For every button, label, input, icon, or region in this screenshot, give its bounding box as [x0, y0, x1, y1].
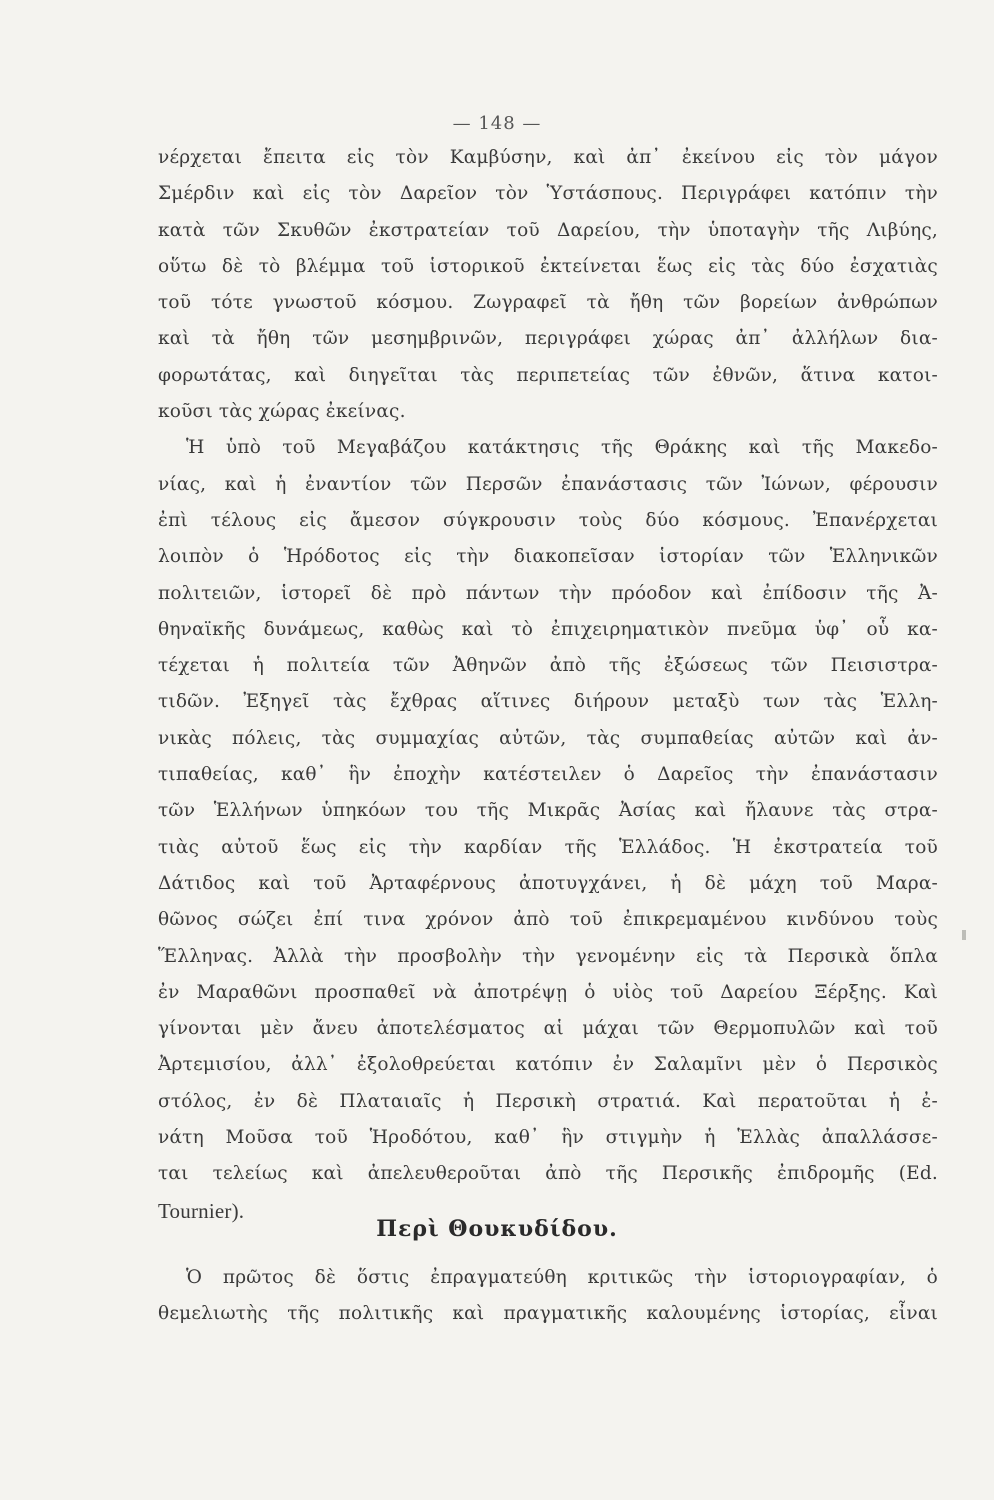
main-text — [158, 140, 938, 1229]
text-line: καὶ τὰ ἤθη τῶν μεσημβρινῶν, περιγράφει χώρας ἀπ᾽ ἀλλήλων δια- — [158, 328, 938, 350]
text-line: νέρχεται ἔπειτα εἰς τὸν Καμβύσην, καὶ ἀπ᾽ ἐκείνου εἰς τὸν μάγον — [158, 147, 938, 168]
section-text — [158, 1260, 938, 1333]
margin-mark — [962, 930, 966, 940]
text-line: τῶν Ἑλλήνων ὑπηκόων του τῆς Μικρᾶς Ἀσίας καὶ ἤλαυνε τὰς στρα- — [158, 800, 938, 822]
text-line: φορωτάτας, καὶ διηγεῖται τὰς περιπετείας τῶν ἐθνῶν, ἅτινα κατοι- — [158, 364, 938, 386]
text-line: τιὰς αὐτοῦ ἕως εἰς τὴν καρδίαν τῆς Ἑλλάδος. Ἡ ἐκστρατεία τοῦ — [158, 836, 938, 858]
text-line: θεμελιωτὴς τῆς πολιτικῆς καὶ πραγματικῆς καλουμένης ἱστορίας, εἶναι — [158, 1303, 938, 1325]
text-line: νίας, καὶ ἡ ἐναντίον τῶν Περσῶν ἐπανάστασις τῶν Ἰώνων, φέρουσιν — [158, 473, 938, 495]
text-line: νάτη Μοῦσα τοῦ Ἡροδότου, καθ᾽ ἣν στιγμὴν ἡ Ἑλλὰς ἀπαλλάσσε- — [158, 1127, 938, 1149]
text-line: Ἕλληνας. Ἀλλὰ τὴν προσβολὴν τὴν γενομένην εἰς τὰ Περσικὰ ὅπλα — [158, 945, 938, 967]
paragraph-start-line: Ἡ ὑπὸ τοῦ Μεγαβάζου κατάκτησις τῆς Θράκης καὶ τῆς Μακεδο- — [186, 437, 938, 459]
text-line: κοῦσι τὰς χώρας ἐκείνας. — [158, 401, 406, 423]
text-line: τιπαθείας, καθ᾽ ἣν ἐποχὴν κατέστειλεν ὁ Δαρεῖος τὴν ἐπανάστασιν — [158, 764, 938, 786]
text-line: νικὰς πόλεις, τὰς συμμαχίας αὐτῶν, τὰς συμπαθείας αὐτῶν καὶ ἀν- — [158, 727, 938, 749]
text-line: θῶνος σώζει ἐπί τινα χρόνον ἀπὸ τοῦ ἐπικρεμαμένου κινδύνου τοὺς — [158, 909, 938, 931]
text-line: τέχεται ἡ πολιτεία τῶν Ἀθηνῶν ἀπὸ τῆς ἐξώσεως τῶν Πεισιστρα- — [158, 655, 938, 677]
text-line: στόλος, ἐν δὲ Πλαταιαῖς ἡ Περσικὴ στρατιά. Καὶ περατοῦται ἡ ἐ- — [158, 1090, 938, 1112]
page-number: — 148 — — [452, 113, 542, 134]
text-line: Ἀρτεμισίου, ἀλλ᾽ ἐξολοθρεύεται κατόπιν ἐν Σαλαμῖνι μὲν ὁ Περσικὸς — [158, 1054, 938, 1076]
text-line: οὕτω δὲ τὸ βλέμμα τοῦ ἱστορικοῦ ἐκτείνεται ἕως εἰς τὰς δύο ἐσχατιὰς — [158, 255, 938, 277]
section-heading: Περὶ Θουκυδίδου. — [376, 1216, 618, 1242]
text-line: ται τελείως καὶ ἀπελευθεροῦται ἀπὸ τῆς Περσικῆς ἐπιδρομῆς (Ed. — [158, 1163, 938, 1185]
text-line: τιδῶν. Ἐξηγεῖ τὰς ἔχθρας αἵτινες διήρουν μεταξὺ των τὰς Ἑλλη- — [158, 691, 938, 713]
text-line: τοῦ τότε γνωστοῦ κόσμου. Ζωγραφεῖ τὰ ἤθη τῶν βορείων ἀνθρώπων — [158, 292, 938, 314]
text-line: πολιτειῶν, ἱστορεῖ δὲ πρὸ πάντων τὴν πρόοδον καὶ ἐπίδοσιν τῆς Ἀ- — [158, 582, 938, 604]
text-line: λοιπὸν ὁ Ἡρόδοτος εἰς τὴν διακοπεῖσαν ἱστορίαν τῶν Ἑλληνικῶν — [158, 546, 938, 568]
text-line: Σμέρδιν καὶ εἰς τὸν Δαρεῖον τὸν Ὑστάσπους. Περιγράφει κατόπιν τὴν — [158, 183, 938, 205]
text-line: Δάτιδος καὶ τοῦ Ἀρταφέρνους ἀποτυγχάνει, ἡ δὲ μάχη τοῦ Μαρα- — [158, 872, 938, 894]
text-line: θηναϊκῆς δυνάμεως, καθὼς καὶ τὸ ἐπιχειρηματικὸν πνεῦμα ὑφ᾽ οὗ κα- — [158, 618, 938, 640]
text-line: ἐπὶ τέλους εἰς ἄμεσον σύγκρουσιν τοὺς δύο κόσμους. Ἐπανέρχεται — [158, 509, 938, 531]
paragraph-start-line: Ὁ πρῶτος δὲ ὅστις ἐπραγματεύθη κριτικῶς τὴν ἱστοριογραφίαν, ὁ — [186, 1267, 938, 1288]
text-line: ἐν Μαραθῶνι προσπαθεῖ νὰ ἀποτρέψῃ ὁ υἱὸς τοῦ Δαρείου Ξέρξης. Καὶ — [158, 981, 938, 1003]
text-line: γίνονται μὲν ἄνευ ἀποτελέσματος αἱ μάχαι τῶν Θερμοπυλῶν καὶ τοῦ — [158, 1018, 938, 1040]
citation-line: Tournier). — [158, 1198, 245, 1223]
text-line: κατὰ τῶν Σκυθῶν ἐκστρατείαν τοῦ Δαρείου, τὴν ὑποταγὴν τῆς Λιβύης, — [158, 219, 938, 241]
